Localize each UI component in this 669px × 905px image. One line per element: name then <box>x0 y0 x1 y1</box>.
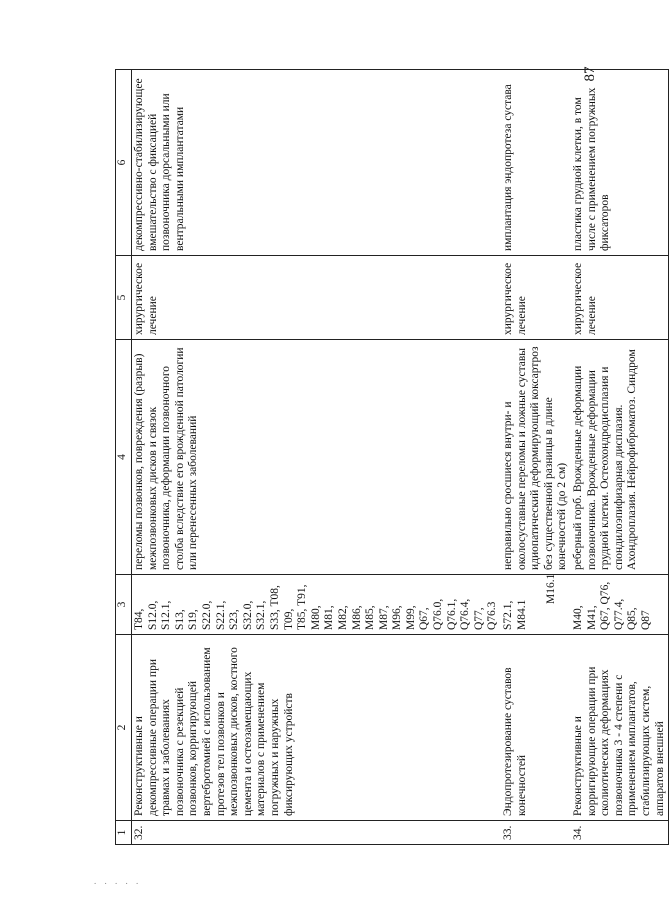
icd-code: Q67, Q76.0, <box>418 598 445 630</box>
row-number: 34. <box>571 821 669 845</box>
icd-code: Q77, Q76.3 <box>472 601 499 630</box>
icd-code: S32.0, S32.1, <box>241 600 268 630</box>
icd-codes <box>571 575 669 635</box>
header-col-5: 5 <box>116 256 132 340</box>
procedure-name: Эндопротезирование суставов конечностей <box>501 635 571 821</box>
icd-code: M16.1 <box>545 573 558 604</box>
icd-code: S22.1, S23, <box>214 600 241 630</box>
header-col-2: 2 <box>116 635 132 821</box>
icd-code: Q77.4, Q85, <box>612 598 639 630</box>
diagnosis: неправильно сросшиеся внутри- и околосуставные переломы и ложные суставы идиопатический деформирующий коксартроз без существенной разницы в длине конечностей (до 2 см) <box>501 340 571 575</box>
table-header-row <box>116 70 132 845</box>
diagnosis: переломы позвонков, повреждения (разрыв) межпозвонковых дисков и связок позвоночника, деформации позвоночного столба вследствие его врожденной патологии или перенесенных заболеваний <box>132 340 502 575</box>
treatment-method: пластика грудной клетки, в том числе с применением погружных фиксаторов <box>571 70 669 256</box>
treatment-type: хирургическое лечение <box>132 256 502 340</box>
icd-code: Q67, Q76, <box>599 581 612 630</box>
treatment-method: декомпрессивно-стабилизирующее вмешательство с фиксацией позвоночника дорсальными или вентральными имплантатами <box>132 70 502 256</box>
icd-code: Q87 <box>639 610 652 630</box>
diagnosis: реберный горб. Врожденные деформации позвоночника. Врожденные деформации грудной клетки. Остеохондродисплазия и спондилоэпифизарная дисплазия. Ахондроплазия. Нейрофиброматоз. Синдром <box>571 340 669 575</box>
procedure-name: Реконструктивные и корригирующие операции при сколиотических деформациях позвоночника 3 - 4 степени с применением имплантатов, стабилизирующих систем, аппаратов внешней <box>571 635 669 821</box>
icd-codes <box>132 575 502 635</box>
row-number: 32. <box>132 821 502 845</box>
rotated-table-container <box>115 70 666 845</box>
icd-code: S12.1, S13, <box>160 600 186 630</box>
treatment-type: хирургическое лечение <box>501 256 571 340</box>
header-col-3: 3 <box>116 575 132 635</box>
icd-code: M40, M41, <box>572 605 598 630</box>
icd-code: S72.1, M84.1 <box>502 599 528 630</box>
header-col-1: 1 <box>116 821 132 845</box>
icd-code: T84, S12.0, <box>133 600 159 630</box>
scan-marks: . . . . . <box>94 876 142 886</box>
table-row <box>571 70 669 845</box>
icd-code: T85, T91, <box>296 584 309 630</box>
procedures-table <box>115 69 669 845</box>
icd-codes <box>501 575 571 635</box>
table-row <box>132 70 502 845</box>
header-col-4: 4 <box>116 340 132 575</box>
row-number: 33. <box>501 821 571 845</box>
icd-code: Q76.1, Q76.4, <box>445 598 472 630</box>
icd-code: M85, M87, <box>364 605 390 630</box>
table-row <box>501 70 571 845</box>
icd-code: M80, M81, <box>309 605 336 630</box>
icd-code: M82, M86, <box>336 605 363 630</box>
header-col-6: 6 <box>116 70 132 256</box>
treatment-type: хирургическое лечение <box>571 256 669 340</box>
icd-code: S19, S22.0, <box>187 600 213 630</box>
procedure-name: Реконструктивные и декомпрессивные операции при травмах и заболеваниях позвоночника с резекцией позвонков, корригирующей вертебротомией с использованием протезов тел позвонков и межпозвонковых дисков, костного цемента и остеозамещающих материалов с применением погружных и наружных фиксирующих устройств <box>132 635 502 821</box>
icd-code: M96, M99, <box>391 605 417 630</box>
treatment-method: имплантация эндопротеза сустава <box>501 70 571 256</box>
icd-code: S33, T08, T09, <box>268 585 295 630</box>
page-number: 87 <box>582 66 598 82</box>
